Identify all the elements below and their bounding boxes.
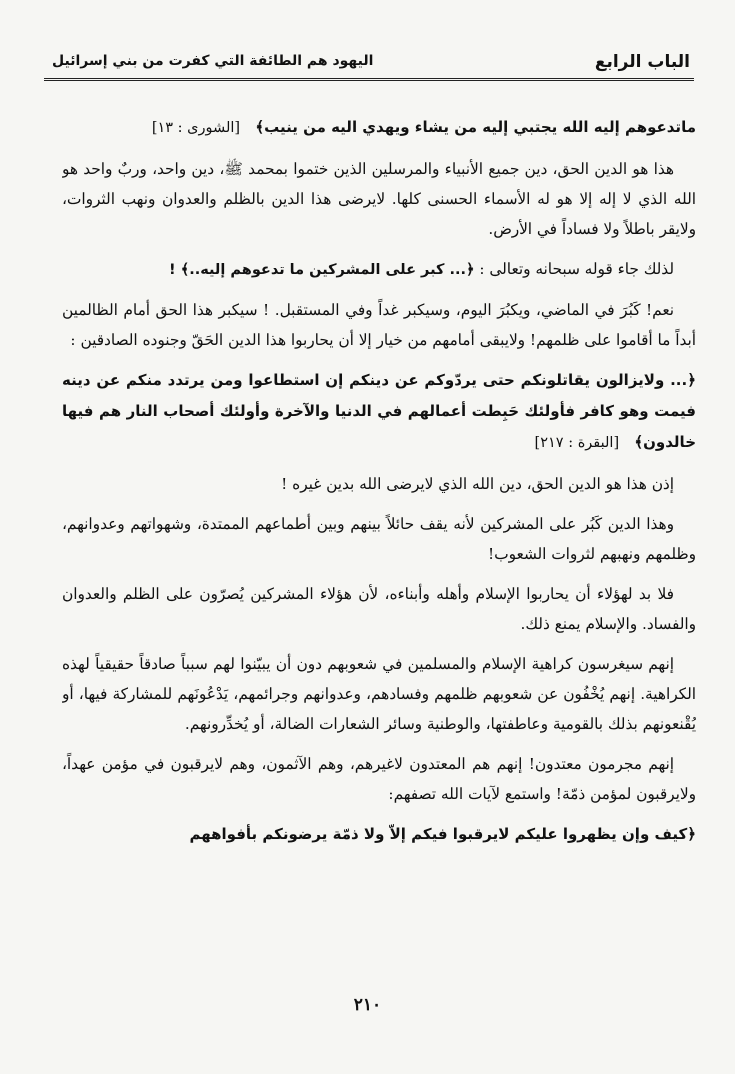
running-title: اليهود هم الطائفة التي كفرت من بني إسرائيل [52,53,374,69]
chapter-title: الباب الرابع [594,52,690,72]
page-number: ٢١٠ [353,995,382,1015]
verse-reference: [الشورى : ١٣] [151,120,241,136]
page-header [44,44,694,81]
verse-reference: [البقرة : ٢١٧] [534,435,620,451]
paragraph-4: إذن هذا هو الدين الحق، دين الله الذي لايرضى الله بدين غيره ! [281,475,674,493]
paragraph-6: فلا بد لهؤلاء أن يحاربوا الإسلام وأهله وأبناءه، لأن هؤلاء المشركين يُصرّون على الظلم والعدوان والفساد. والإسلام يمنع ذلك. [62,585,696,633]
verse-text: ﴿... ولايزالون يقاتلونكم حتى يردّوكم عن دينكم إن استطاعوا ومن يرتدد منكم عن دينه فيمت وهو كافر فأولئك حَبِطت أعمالهم في الدنيا والآخرة وأولئك أصحاب النار هم فيها خالدون﴾ [62,371,696,451]
paragraph-2 [62,254,696,285]
paragraph-8: إنهم مجرمون معتدون! إنهم هم المعتدون لاغيرهم، وهم الآثمون، وهم لايرقبون في مؤمن عهداً، ولايرقبون لمؤمن ذمّة! واستمع لآيات الله تصفهم: [62,755,696,803]
page-body [62,112,696,972]
verse-text: ماتدعوهم إليه الله يجتبي إليه من يشاء ويهدي اليه من ينيب﴾ [255,118,696,136]
verse-baqara [62,365,696,459]
paragraph-3: نعم! كَبُرَ في الماضي، ويكبُرَ اليوم، وسيكبر غداً وفي المستقبل. ! سيكبر هذا الحق أمام الظالمين أبداً ما أقاموا على ظلمهم! ولايبقى أمامهم من خيار إلا أن يحاربوا هذا الدين الحَقّ وجنوده الصادقين : [62,301,696,349]
paragraph-7: إنهم سيغرسون كراهية الإسلام والمسلمين في شعوبهم دون أن يبيّنوا لهم سبباً صادقاً حقيقياً لهذه الكراهية. إنهم يُخْفُون عن شعوبهم ظلمهم وفسادهم، وعدوانهم وجرائمهم، يَدْعُونَهم للمشاركة فيها، أو يُقْنعونهم بذلك بالقومية وعاطفتها، والوطنية وسائر الشعارات الضالة، أو يُخدِّرونهم. [62,655,696,733]
quoted-verse: ﴿... كبر على المشركين ما تدعوهم إليه..﴾ ! [169,262,475,278]
paragraph-2-intro: لذلك جاء قوله سبحانه وتعالى : [479,260,674,278]
paragraph-5: وهذا الدين كَبُر على المشركين لأنه يقف حائلاً بينهم وبين أطماعهم الممتدة، وشهواتهم وعدوانهم، وظلمهم ونهبهم لثروات الشعوب! [62,515,696,563]
verse-tawba: ﴿كيف وإن يظهروا عليكم لايرقبوا فيكم إلاّ ولا ذمّة يرضونكم بأفواههم [189,825,696,843]
verse-shura [62,112,696,144]
paragraph-1: هذا هو الدين الحق، دين جميع الأنبياء والمرسلين الذين ختموا بمحمد ﷺ، دين واحد، وربٌ واحد هو الله الذي لا إله إلا هو له الأسماء الحسنى كلها. لايرضى هذا الدين بالظلم والعدوان ونهب الثروات، ولايقر باطلاً ولا فساداً في الأرض. [62,160,696,238]
